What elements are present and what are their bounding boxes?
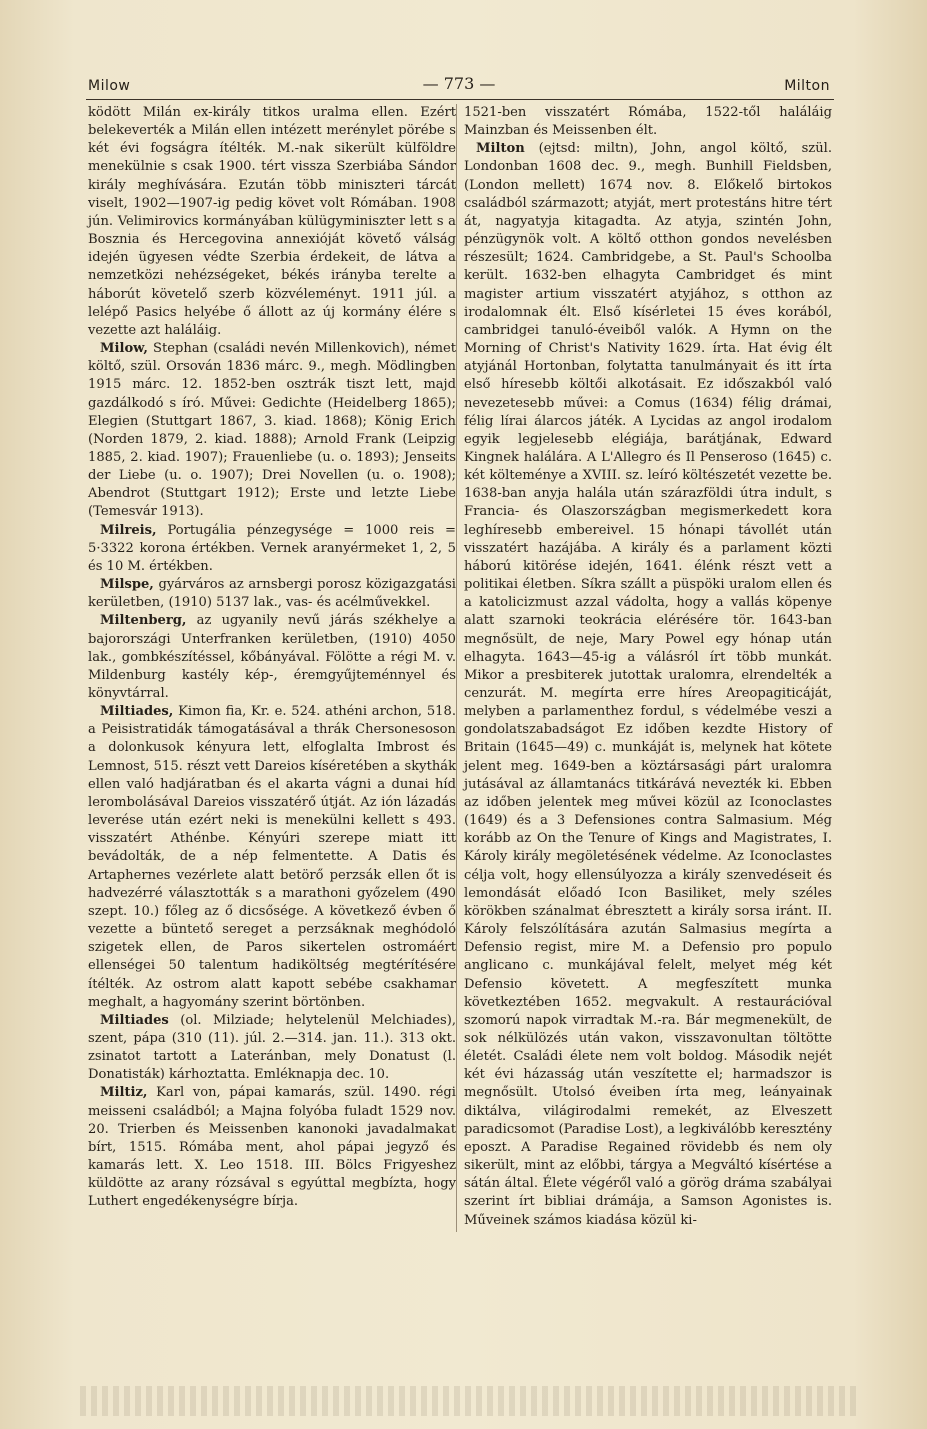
running-head-left: Milow <box>88 78 131 94</box>
entry-milspe: Milspe, gyárváros az arnsbergi porosz közigazgatási kerületben, (1910) 5137 lak., vas- és acélművekkel. <box>88 577 456 611</box>
headword: Miltiades, <box>100 704 174 720</box>
page-header <box>88 74 830 98</box>
headword: Milreis, <box>100 522 157 538</box>
running-head-right: Milton <box>784 78 830 94</box>
entry-miltiz: Miltiz, Karl von, pápai kamarás, szül. 1490. régi meisseni családból; a Majna folyóba fuladt 1529 nov. 20. Trierben és Meissenben kanonoki javadalmakat bírt, 1515. Rómába ment, ahol pápai jegyző és kamarás lett. X. Leo 1518. III. Bölcs Frigyeshez küldötte az arany rózsával s egyúttal megbízta, hogy Luthert engedékenységre bírja. <box>88 1085 456 1210</box>
header-rule <box>86 99 834 100</box>
headword: Miltenberg, <box>100 613 187 629</box>
entry-milton: Milton (ejtsd: miltn), John, angol költő, szül. Londonban 1608 dec. 9., megh. Bunhill Fieldsben, (London mellett) 1674 nov. 8. Előkelő birtokos családból származott; atyját, mert protestáns hitre tért át, nagyatyja kitagadta. Az atyja, szintén John, pénzügynök volt. A költő otthon gondos nevelésben részesült; 1624. Cambridgebe, a St. Paul's Schoolba került. 1632-ben elhagyta Cambridget és mint magister artium visszatért atyjához, s otthon az irodalomnak élt. Első kísérletei 15 éves korából, cambridgei tanuló-éveiből valók. A Hymn on the Morning of Christ's Nativity 1629. írta. Hat évig élt atyjánál Hortonban, folytatta tanulmányait és itt írta első híresebb költői alkotásait. Ez időszakból való nevezetesebb művei: a Comus (1634) félig drámai, félig lírai álarcos játék. A Lycidas az angol irodalom egyik legjelesebb elégiája, barátjának, Edward Kingnek halálára. A L'Allegro és Il Penseroso (1645) c. két költeménye a XVIII. sz. leíró költészetét vezette be. 1638-ban anyja halála után szárazföldi útra indult, s Francia- és Olaszországban megismerkedett kora leghíresebb embereivel. 15 hónapi távollét után visszatért hazájába. A király és a parlament közti háború kitörése idején, 1641. élénk részt vett a politikai életben. Síkra szállt a püspöki uralom ellen és a katolicizmust azzal vádolta, hogy a vallás köpenye alatt szarnoki teokrácia elérésére tör. 1643-ban megnősült, de neje, Mary Powel egy hónap után elhagyta. 1643—45-ig a válásról írt több munkát. Mikor a presbiterek jutottak uralomra, elrendelték a cenzurát. M. megírta erre híres Areopagiticáját, melyben a parlamenthez fordul, s védelmébe veszi a gondolatszabadságot Ez időben kezdte History of Britain (1645—49) c. munkáját is, melynek hat kötete jelent meg. 1649-ben a köztársasági párt uralomra jutásával az államtanács titkárává nevezték ki. Ebben az időben jelentek meg művei közül az Iconoclastes (1649) és a 3 Defensiones contra Salmasium. Még korább az On the Tenure of Kings and Magistrates, I. Károly király megöletésének védelme. Az Iconoclastes célja volt, hogy ellensúlyozza a király szenvedéseit és lemondását előadó Icon Basiliket, mely széles körökben szánalmat ébresztett a király sorsa iránt. II. Károly felszólítására azután Salmasius megírta a Defensio regist, mire M. a Defensio pro populo anglicano c. munkájával felelt, melyet még két Defensio követett. A megfeszített munka következtében 1652. megvakult. A restaurációval szomorú napok virradtak M.-ra. Bár megmenekült, de sok nélkülözés után vakon, visszavonultan töltötte életét. Családi élete nem volt boldog. Második nejét két évi házasság után veszítette el; harmadszor is megnősült. Utolsó éveiben írta meg, leányainak diktálva, világirodalmi remekét, az Elveszett paradicsomot (Paradise Lost), a legkiválóbb keresztény eposzt. A Paradise Regained rövidebb és nem oly sikerült, mint az előbbi, tárgya a Megváltó kísértése a sátán által. Élete végéről való a görög dráma szabályai szerint írt bibliai drámája, a Samson Agonistes is. Műveinek számos kiadása közül ki- <box>464 141 832 1228</box>
entry-continuation: 1521-ben visszatért Rómába, 1522-től haláláig Mainzban és Meissenben élt. <box>464 105 832 139</box>
page-number: — 773 — <box>422 74 496 93</box>
bleed-through-texture <box>80 1386 860 1416</box>
headword: Miltiz, <box>100 1085 148 1101</box>
headword: Miltiades <box>100 1012 169 1028</box>
entry-milreis: Milreis, Portugália pénzegysége = 1000 reis = 5·3322 korona értékben. Vernek aranyérmeket 1, 2, 5 és 10 M. értékben. <box>88 522 456 574</box>
entry-milow: Milow, Stephan (családi nevén Millenkovich), német költő, szül. Orsován 1836 márc. 9., megh. Mödlingben 1915 márc. 12. 1852-ben osztrák tiszt lett, majd gazdálkodó s író. Művei: Gedichte (Heidelberg 1865); Elegien (Stuttgart 1867, 3. kiad. 1868); König Erich (Norden 1879, 2. kiad. 1888); Arnold Frank (Leipzig 1885, 2. kiad. 1907); Frauenliebe (u. o. 1893); Jenseits der Liebe (u. o. 1907); Drei Novellen (u. o. 1908); Abendrot (Stuttgart 1912); Erste und letzte Liebe (Temesvár 1913). <box>88 341 456 520</box>
entry-continuation: ködött Milán ex-király titkos uralma ellen. Ezért belekeverték a Milán ellen intézett merénylet pörébe s két évi fogságra ítélték. M.-nak sikerült külföldre menekülnie s csak 1900. tért vissza Szerbiába Sándor király meghívására. Ezután több miniszteri tárcát viselt, 1902—1907-ig pedig követ volt Rómában. 1908 jún. Velimirovics kormányában külügyminiszter lett s a Bosznia és Hercegovina annexióját követő válság idején ügyesen védte Szerbia érdekeit, de látva a nemzetközi nehézségeket, békés irányba terelte a háborút követelő szerb közvéleményt. 1911 júl. a lelépő Pasics helyébe ő állott az új kormány élére s vezette azt haláláig. <box>88 105 456 338</box>
entry-miltiades-pope: Miltiades (ol. Milziade; helytelenül Melchiades), szent, pápa (310 (11). júl. 2.—314. jan. 11.). 313 okt. zsinatot tartott a Lateránban, mely Donatust (l. Donatisták) kárhoztatta. Emléknapja dec. 10. <box>88 1012 456 1083</box>
column-divider <box>456 104 457 1232</box>
entry-miltiades-archon: Miltiades, Kimon fia, Kr. e. 524. athéni archon, 518. a Peisistratidák támogatásával a thrák Chersonesoson a dolonkusok kényura lett, elfoglalta Imbrost és Lemnost, 515. részt vett Dareios kíséretében a skythák ellen való hadjáratban és el akarta vágni a dunai híd lerombolásával Dareios visszatérő útját. Az ión lázadás leverése után ezért neki is menekülni kellett s 493. visszatért Athénbe. Kényúri szerepe miatt itt bevádolták, de a nép felmentette. A Datis és Artaphernes vezérlete alatt betörő perzsák ellen őt is hadvezérré választották s a marathoni győzelem (490 szept. 10.) főleg az ő dicsősége. A következő évben ő vezette a büntető sereget a perzsáknak meghódoló szigetek ellen, de Paros sikertelen ostromáért ellenségei 50 talentum hadiköltség megtérítésére ítélték. Az ostrom alatt kapott sebébe csakhamar meghalt, a hagyomány szerint börtönben. <box>88 704 456 1010</box>
entry-miltenberg: Miltenberg, az ugyanily nevű járás székhelye a bajorországi Unterfranken kerületben, (1910) 4050 lak., gombkészítéssel, kőbányával. Fölötte a régi M. v. Mildenburg kastély kép-, éremgyűjteménnyel és könyvtárral. <box>88 613 456 701</box>
right-column <box>464 104 832 1230</box>
headword: Milton <box>476 141 525 157</box>
headword: Milow, <box>100 341 148 357</box>
headword: Milspe, <box>100 577 154 593</box>
left-column <box>88 104 456 1212</box>
